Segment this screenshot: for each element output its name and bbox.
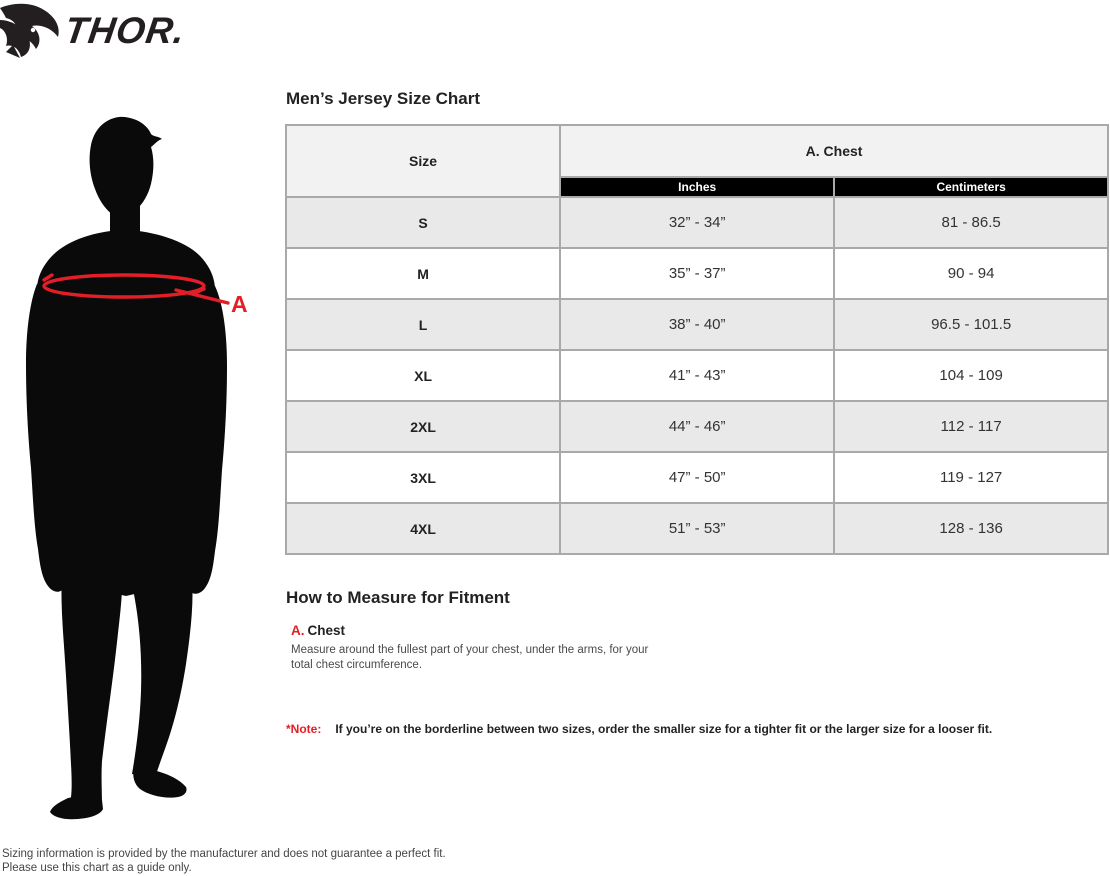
- inches-value: 51” - 53”: [560, 503, 834, 554]
- inches-value: 35” - 37”: [560, 248, 834, 299]
- centimeters-value: 112 - 117: [834, 401, 1108, 452]
- table-row: [286, 248, 1108, 299]
- thor-logo: [0, 2, 188, 58]
- inches-value: 32” - 34”: [560, 197, 834, 248]
- size-value: L: [286, 299, 560, 350]
- inches-value: 44” - 46”: [560, 401, 834, 452]
- table-row: [286, 452, 1108, 503]
- centimeters-value: 119 - 127: [834, 452, 1108, 503]
- measurement-figure: [8, 116, 248, 826]
- inches-value: 38” - 40”: [560, 299, 834, 350]
- disclaimer-line-1: Sizing information is provided by the manufacturer and does not guarantee a perfect fit.: [2, 848, 446, 860]
- sizing-note: [286, 722, 992, 736]
- size-value: XL: [286, 350, 560, 401]
- measure-description: Measure around the fullest part of your chest, under the arms, for your total chest circumference.: [291, 644, 649, 672]
- thor-goat-icon: [0, 2, 64, 58]
- column-header-size: Size: [286, 125, 560, 197]
- disclaimer: [2, 847, 446, 876]
- centimeters-value: 128 - 136: [834, 503, 1108, 554]
- male-silhouette-illustration: [8, 116, 248, 826]
- size-chart-table: [285, 124, 1109, 555]
- size-value: 3XL: [286, 452, 560, 503]
- table-row: [286, 503, 1108, 554]
- table-row: [286, 401, 1108, 452]
- measure-item-chest: [291, 623, 691, 673]
- table-row: [286, 299, 1108, 350]
- centimeters-value: 104 - 109: [834, 350, 1108, 401]
- table-row: [286, 350, 1108, 401]
- centimeters-value: 90 - 94: [834, 248, 1108, 299]
- size-chart-title: Men’s Jersey Size Chart: [286, 89, 481, 108]
- note-label: *Note:: [286, 722, 322, 736]
- measure-heading: How to Measure for Fitment: [286, 588, 510, 607]
- size-value: S: [286, 197, 560, 248]
- measure-name: Chest: [307, 623, 346, 638]
- column-header-chest: A. Chest: [560, 125, 1108, 177]
- size-value: 2XL: [286, 401, 560, 452]
- inches-value: 47” - 50”: [560, 452, 834, 503]
- thor-logo-text: THOR.: [62, 9, 188, 51]
- note-text: If you’re on the borderline between two sizes, order the smaller size for a tighter fit or the larger size for a looser fit.: [335, 722, 993, 736]
- disclaimer-line-2: Please use this chart as a guide only.: [2, 862, 192, 875]
- size-value: M: [286, 248, 560, 299]
- unit-header-centimeters: Centimeters: [834, 177, 1108, 197]
- size-value: 4XL: [286, 503, 560, 554]
- chest-measure-label: A: [231, 291, 248, 317]
- table-row: [286, 197, 1108, 248]
- inches-value: 41” - 43”: [560, 350, 834, 401]
- centimeters-value: 81 - 86.5: [834, 197, 1108, 248]
- unit-header-inches: Inches: [560, 177, 834, 197]
- measure-key: A.: [291, 623, 305, 638]
- centimeters-value: 96.5 - 101.5: [834, 299, 1108, 350]
